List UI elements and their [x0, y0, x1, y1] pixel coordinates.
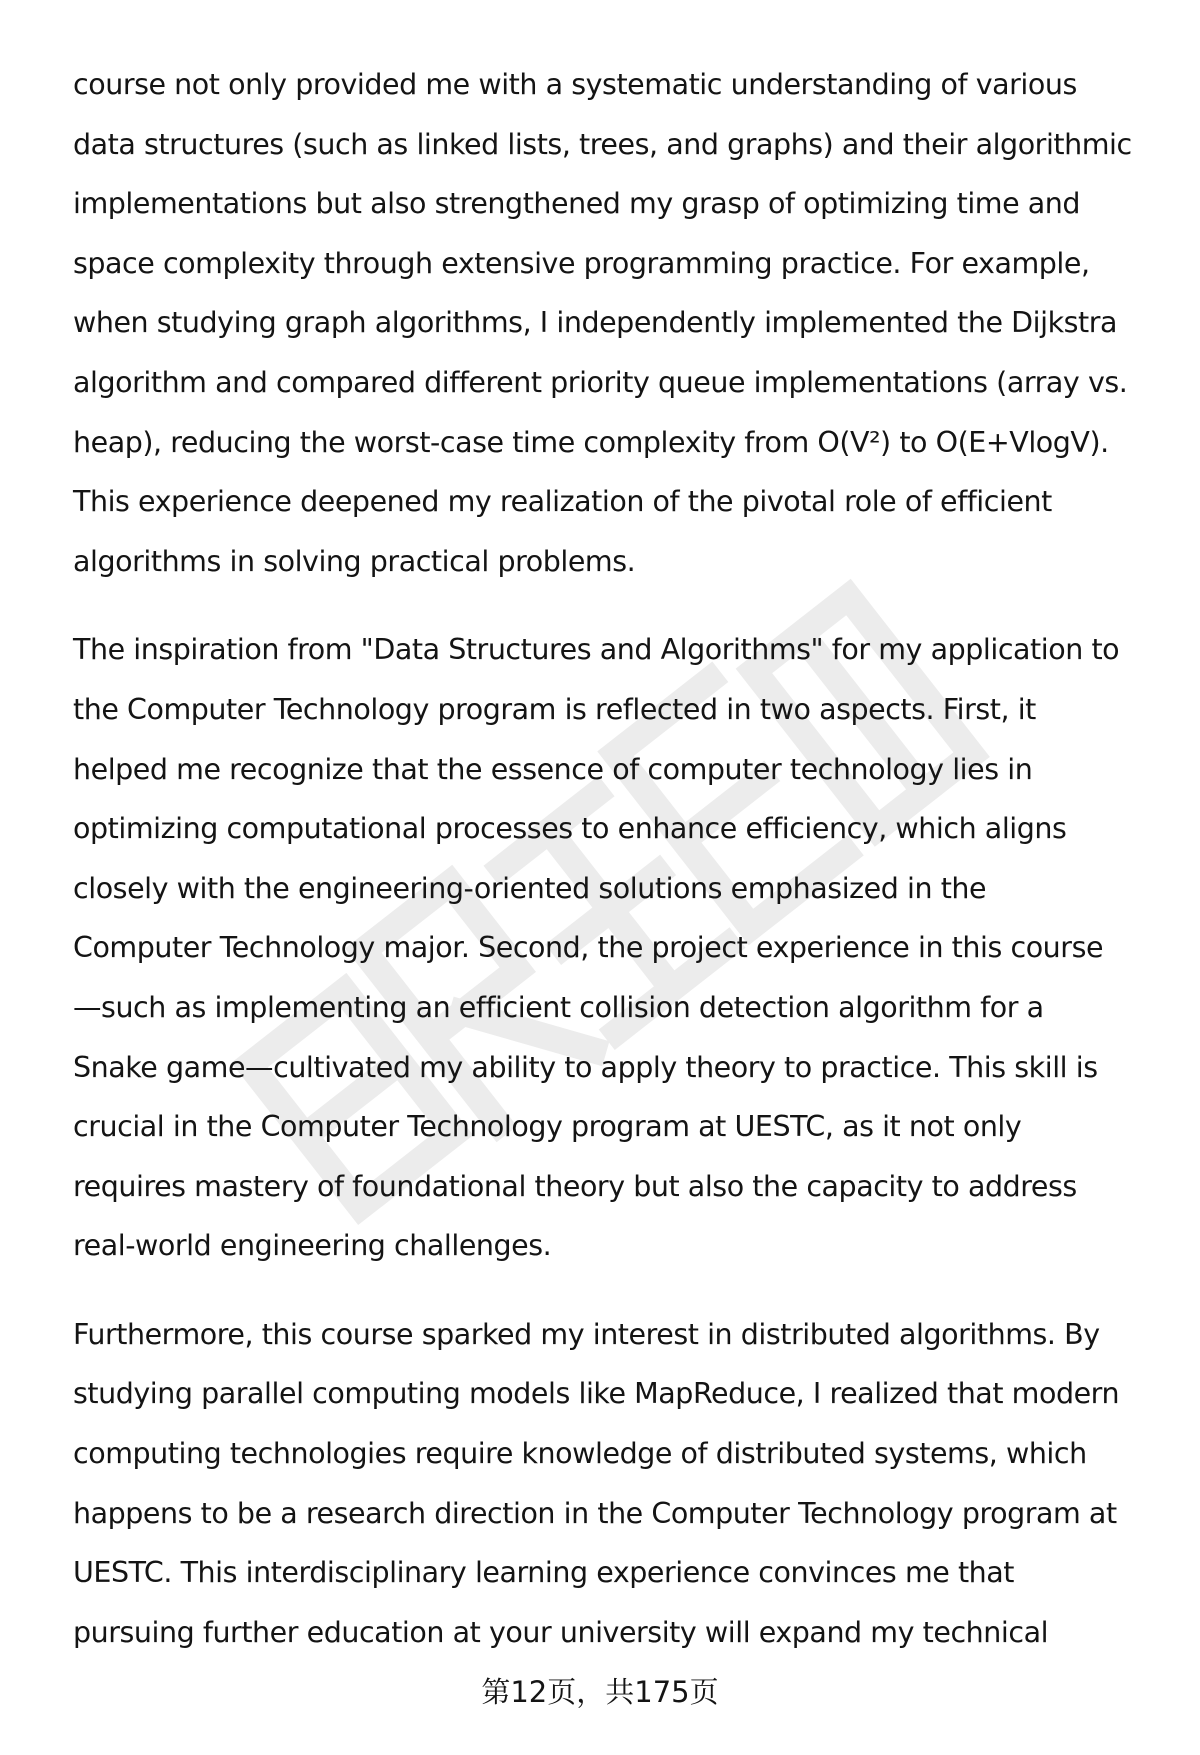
text-line: algorithm and compared different priority queue implementations (array vs.	[73, 365, 1128, 399]
text-line: real-world engineering challenges.	[73, 1229, 552, 1263]
text-line: This experience deepened my realization of the pivotal role of efficient	[73, 485, 1052, 519]
page-number-footer: 第12页，共175页	[481, 1675, 719, 1709]
text-line: space complexity through extensive programming practice. For example,	[73, 246, 1090, 280]
text-line: UESTC. This interdisciplinary learning experience convinces me that	[73, 1556, 1015, 1590]
text-line: optimizing computational processes to enhance efficiency, which aligns	[73, 812, 1067, 846]
document-body	[73, 55, 1163, 1691]
text-line: Snake game—cultivated my ability to apply theory to practice. This skill is	[73, 1050, 1098, 1084]
text-line: The inspiration from "Data Structures and Algorithms" for my application to	[73, 633, 1120, 667]
text-line: helped me recognize that the essence of computer technology lies in	[73, 752, 1033, 786]
text-line: closely with the engineering-oriented solutions emphasized in the	[73, 871, 987, 905]
text-line: when studying graph algorithms, I independently implemented the Dijkstra	[73, 306, 1118, 340]
text-line: heap), reducing the worst-case time complexity from O(V²) to O(E+VlogV).	[73, 425, 1109, 459]
text-line: —such as implementing an efficient collision detection algorithm for a	[73, 990, 1044, 1024]
text-line: crucial in the Computer Technology program at UESTC, as it not only	[73, 1110, 1022, 1144]
text-line: studying parallel computing models like MapReduce, I realized that modern	[73, 1377, 1120, 1411]
paragraph-3	[73, 1305, 1163, 1663]
text-line: algorithms in solving practical problems.	[73, 544, 636, 578]
text-line: pursuing further education at your university will expand my technical	[73, 1615, 1049, 1649]
text-line: Computer Technology major. Second, the project experience in this course	[73, 931, 1104, 965]
text-line: happens to be a research direction in the Computer Technology program at	[73, 1496, 1117, 1530]
paragraph-1	[73, 55, 1163, 591]
text-line: data structures (such as linked lists, trees, and graphs) and their algorithmic	[73, 127, 1132, 161]
paragraph-2	[73, 620, 1163, 1276]
text-line: the Computer Technology program is reflected in two aspects. First, it	[73, 692, 1036, 726]
text-line: computing technologies require knowledge of distributed systems, which	[73, 1437, 1087, 1471]
text-line: course not only provided me with a systematic understanding of various	[73, 68, 1077, 101]
text-line: Furthermore, this course sparked my interest in distributed algorithms. By	[73, 1317, 1100, 1351]
text-line: requires mastery of foundational theory but also the capacity to address	[73, 1169, 1077, 1203]
text-line: implementations but also strengthened my grasp of optimizing time and	[73, 187, 1081, 221]
